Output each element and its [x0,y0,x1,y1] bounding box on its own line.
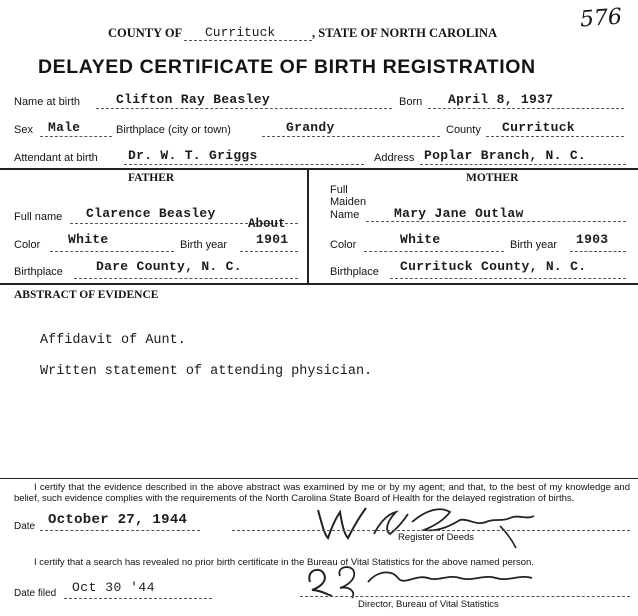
mother-name-label-3: Name [330,209,360,221]
father-birth-year-label: Birth year [180,239,228,251]
father-name-value: Clarence Beasley [86,206,216,221]
name-at-birth-value: Clifton Ray Beasley [116,92,270,107]
mother-birth-year-label: Birth year [510,239,558,251]
county-label: County [446,124,481,136]
born-label: Born [399,96,423,108]
search-text: I certify that a search has revealed no prior birth certificate in the Bureau of Vital Statistics for the above named person. [34,557,534,568]
director-signature-line [300,595,630,597]
mother-heading: MOTHER [466,172,519,184]
born-value: April 8, 1937 [448,92,554,107]
sex-value: Male [48,120,81,135]
birthplace-value: Grandy [286,120,335,135]
attendant-label: Attendant at birth [14,152,98,164]
county-value: Currituck [205,25,276,40]
evidence-line-2: Written statement of attending physician. [40,364,373,379]
parents-bottom-rule [0,283,638,285]
father-birthplace-value: Dare County, N. C. [96,259,242,274]
certification-top-rule [0,478,638,479]
date-filed-label: Date filed [14,588,57,599]
address-label: Address [374,152,415,164]
attendant-value: Dr. W. T. Griggs [128,148,258,163]
parents-top-rule [0,168,638,170]
date-value: October 27, 1944 [48,512,188,528]
address-value: Poplar Branch, N. C. [424,148,587,163]
director-title: Director, Bureau of Vital Statistics [358,599,499,610]
sex-label: Sex [14,124,33,136]
register-title: Register of Deeds [398,532,475,543]
mother-birthplace-value: Currituck County, N. C. [400,259,587,274]
certification-text: I certify that the evidence described in the above abstract was examined by me or by my agent; and that, to the best of my knowledge and belief, such evidence complies with the requirements of the North Carolina State Board of Health for the delayed registration of births. [14,482,630,504]
register-signature [300,496,540,552]
father-heading: FATHER [128,172,175,184]
county-prefix: COUNTY OF [108,26,183,40]
date-filed-value: Oct 30 '44 [72,580,156,595]
mother-birth-year-value: 1903 [576,232,609,247]
father-birth-year-note: About [248,217,286,231]
evidence-line-1: Affidavit of Aunt. [40,333,186,348]
state-text: , STATE OF NORTH CAROLINA [312,26,498,40]
mother-name-value: Mary Jane Outlaw [394,206,524,221]
birthplace-label: Birthplace (city or town) [116,124,231,136]
father-birthplace-label: Birthplace [14,266,63,278]
page-number: 576 [579,4,623,33]
father-color-label: Color [14,239,41,251]
mother-name-label-2: Maiden [330,196,367,208]
name-at-birth-label: Name at birth [14,96,81,108]
father-name-label: Full name [14,211,63,223]
child-county-value: Currituck [502,120,575,135]
register-signature-line [232,529,630,531]
mother-color-label: Color [330,239,357,251]
date-label: Date [14,521,36,532]
certificate-title: DELAYED CERTIFICATE OF BIRTH REGISTRATION [38,56,536,78]
evidence-heading: ABSTRACT OF EVIDENCE [14,289,159,301]
father-birth-year-value: 1901 [256,232,289,247]
parents-divider [307,169,309,283]
mother-birthplace-label: Birthplace [330,266,379,278]
mother-color-value: White [400,232,441,247]
father-color-value: White [68,232,109,247]
mother-name-label-1: Full [330,184,348,196]
